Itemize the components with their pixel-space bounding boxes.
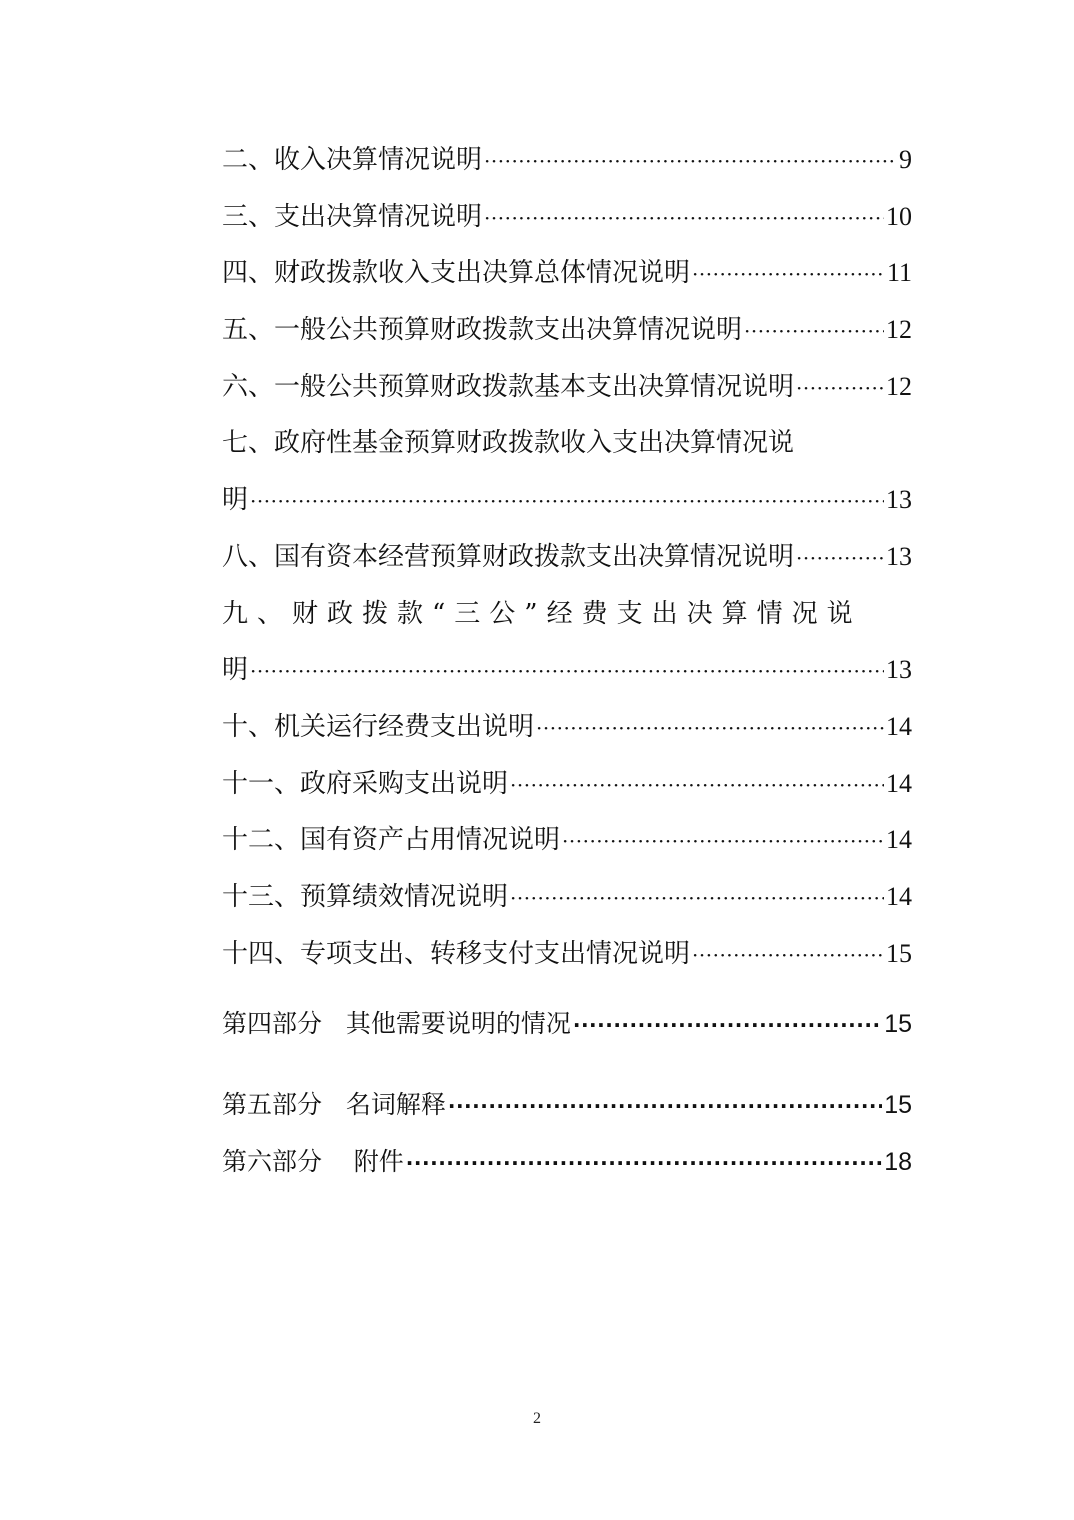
dot-leader bbox=[448, 1078, 882, 1134]
toc-entry-state-assets[interactable] bbox=[222, 812, 912, 869]
dot-leader bbox=[796, 530, 884, 586]
toc-entry-page: 11 bbox=[886, 258, 912, 288]
dot-leader bbox=[250, 643, 884, 699]
dot-leader bbox=[484, 133, 897, 189]
toc-entry-title: 十一、政府采购支出说明 bbox=[222, 768, 509, 799]
toc-entry-page: 15 bbox=[886, 938, 912, 968]
toc-entry-title: 七、政府性基金预算财政拨款收入支出决算情况说 bbox=[222, 428, 795, 459]
toc-section-title: 第五部分 名词解释 bbox=[222, 1090, 446, 1119]
toc-entry-page: 14 bbox=[886, 711, 912, 741]
spacer bbox=[222, 982, 912, 996]
toc-entry-title: 四、财政拨款收入支出决算总体情况说明 bbox=[222, 258, 691, 289]
dot-leader bbox=[510, 870, 884, 926]
toc-entry-page: 14 bbox=[886, 768, 912, 798]
toc-entry-page: 14 bbox=[886, 825, 912, 855]
toc-entry-page: 10 bbox=[886, 201, 912, 231]
toc-entry-page: 12 bbox=[886, 315, 912, 345]
toc-entry-title: 明 bbox=[222, 655, 249, 686]
toc-section-title: 第四部分 其他需要说明的情况 bbox=[222, 1009, 571, 1039]
toc-section-page: 18 bbox=[884, 1147, 912, 1176]
dot-leader bbox=[573, 997, 882, 1053]
toc-entry-performance[interactable] bbox=[222, 869, 912, 926]
toc-entry-title: 八、国有资本经营预算财政拨款支出决算情况说明 bbox=[222, 541, 795, 572]
toc-section-part6[interactable] bbox=[222, 1134, 912, 1191]
dot-leader bbox=[536, 700, 884, 756]
dot-leader bbox=[406, 1135, 882, 1191]
toc-entry-income[interactable] bbox=[222, 132, 912, 189]
toc-section-page: 15 bbox=[884, 1091, 912, 1119]
toc-entry-title: 三、支出决算情况说明 bbox=[222, 201, 483, 232]
toc-entry-title: 五、一般公共预算财政拨款支出决算情况说明 bbox=[222, 315, 743, 346]
toc-entry-procurement[interactable] bbox=[222, 756, 912, 813]
toc-entry-fiscal-overall[interactable] bbox=[222, 245, 912, 302]
toc-entry-title: 十三、预算绩效情况说明 bbox=[222, 881, 509, 912]
toc-entry-state-capital[interactable] bbox=[222, 529, 912, 586]
toc-entry-gov-fund-line2[interactable] bbox=[222, 472, 912, 529]
toc-entry-title: 十四、专项支出、转移支付支出情况说明 bbox=[222, 938, 691, 969]
toc-entry-title: 明 bbox=[222, 485, 249, 516]
dot-leader bbox=[692, 927, 884, 983]
toc-entry-gov-fund-line1[interactable] bbox=[222, 415, 912, 472]
toc-entry-page: 9 bbox=[899, 145, 912, 174]
toc-entry-page: 13 bbox=[886, 541, 912, 571]
toc-entry-title: 十、机关运行经费支出说明 bbox=[222, 711, 535, 742]
dot-leader bbox=[510, 757, 884, 813]
toc-entry-page: 14 bbox=[886, 881, 912, 911]
toc-entry-page: 13 bbox=[886, 485, 912, 515]
dot-leader bbox=[250, 473, 884, 529]
toc-section-part4[interactable] bbox=[222, 996, 912, 1053]
spacer bbox=[222, 1053, 912, 1077]
toc-entry-title: 十二、国有资产占用情况说明 bbox=[222, 825, 561, 856]
toc-entry-agency-operation[interactable] bbox=[222, 699, 912, 756]
toc-entry-page: 13 bbox=[886, 655, 912, 685]
dot-leader bbox=[796, 360, 884, 416]
toc-section-part5[interactable] bbox=[222, 1077, 912, 1134]
toc-entry-title: 二、收入决算情况说明 bbox=[222, 145, 483, 175]
toc-entry-three-public-line2[interactable] bbox=[222, 642, 912, 699]
toc-entry-expenditure[interactable] bbox=[222, 189, 912, 246]
toc-section-page: 15 bbox=[884, 1010, 912, 1039]
toc-entry-three-public-line1[interactable] bbox=[222, 586, 912, 643]
toc-entry-title: 九、财政拨款“三公”经费支出决算情况说 bbox=[222, 598, 862, 629]
dot-leader bbox=[484, 190, 884, 246]
toc-entry-general-budget[interactable] bbox=[222, 302, 912, 359]
toc-entry-page: 12 bbox=[886, 371, 912, 401]
dot-leader bbox=[562, 813, 884, 869]
page-number: 2 bbox=[533, 1410, 541, 1427]
toc-entry-title: 六、一般公共预算财政拨款基本支出决算情况说明 bbox=[222, 371, 795, 402]
table-of-contents bbox=[222, 132, 912, 1190]
toc-entry-general-basic[interactable] bbox=[222, 359, 912, 416]
dot-leader bbox=[692, 246, 885, 302]
dot-leader bbox=[744, 303, 884, 359]
toc-section-title: 第六部分 附件 bbox=[222, 1146, 404, 1176]
toc-entry-special-transfer[interactable] bbox=[222, 926, 912, 983]
